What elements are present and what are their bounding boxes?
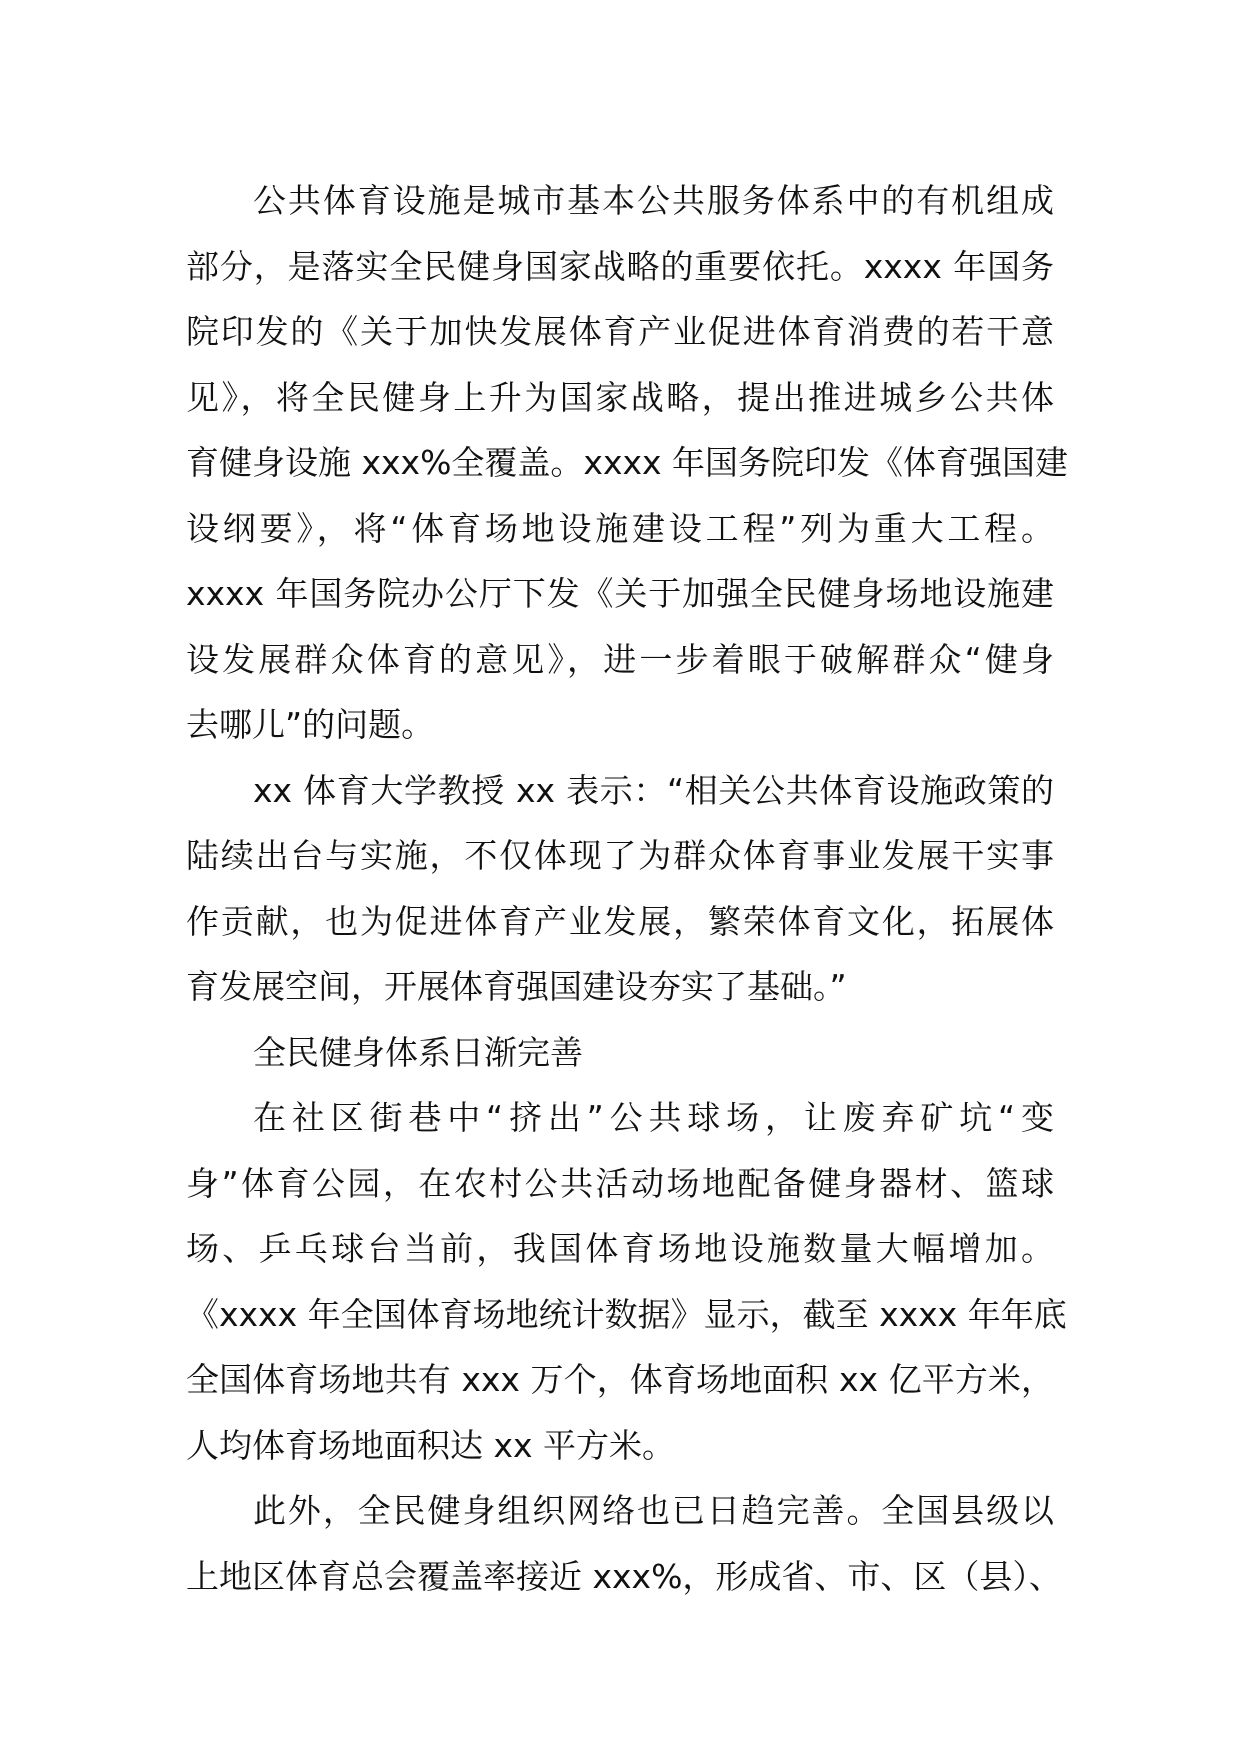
text-line: 公共体育设施是城市基本公共服务体系中的有机组成: [253, 181, 1054, 220]
text-line: 去哪儿”的问题。: [186, 705, 435, 744]
text-line: 人均体育场地面积达 xx 平方米。: [186, 1425, 676, 1465]
text-line: 院印发的《关于加快发展体育产业促进体育消费的若干意: [186, 312, 1054, 351]
text-line: 在社区街巷中“挤出”公共球场，让废弃矿坑“变: [253, 1098, 1054, 1137]
text-line: xx 体育大学教授 xx 表示：“相关公共体育设施政策的: [253, 770, 1054, 810]
text-line: 《xxxx 年全国体育场地统计数据》显示，截至 xxxx 年年底: [186, 1294, 1067, 1334]
text-line: 设纲要》，将“体育场地设施建设工程”列为重大工程。: [186, 508, 1054, 548]
text-line: 部分，是落实全民健身国家战略的重要依托。xxxx 年国务: [186, 246, 1054, 286]
text-line: 陆续出台与实施，不仅体现了为群众体育事业发展干实事: [186, 836, 1054, 875]
text-line: 见》，将全民健身上升为国家战略，提出推进城乡公共体: [186, 377, 1054, 417]
text-line: 育发展空间，开展体育强国建设夯实了基础。”: [186, 967, 847, 1006]
section-heading-text: 全民健身体系日渐完善: [253, 1032, 583, 1072]
text-line: 育健身设施 xxx%全覆盖。xxxx 年国务院印发《体育强国建: [186, 443, 1069, 482]
text-line: 上地区体育总会覆盖率接近 xxx%，形成省、市、区（县）、: [186, 1556, 1062, 1596]
text-line: 场、乒乓球台当前，我国体育场地设施数量大幅增加。: [186, 1229, 1054, 1268]
text-line: 全国体育场地共有 xxx 万个，体育场地面积 xx 亿平方米，: [186, 1360, 1054, 1399]
text-line: 此外，全民健身组织网络也已日趋完善。全国县级以: [253, 1491, 1054, 1530]
paragraph-1: [186, 168, 1069, 758]
text-line: 设发展群众体育的意见》，进一步着眼于破解群众“健身: [186, 639, 1054, 679]
document-body: [186, 168, 1069, 1609]
section-heading: [186, 1020, 1054, 1086]
text-line: 作贡献，也为促进体育产业发展，繁荣体育文化，拓展体: [186, 901, 1054, 941]
text-line: 身”体育公园，在农村公共活动场地配备健身器材、篮球: [186, 1163, 1054, 1203]
paragraph-2: [186, 758, 1054, 1020]
paragraph-4: [186, 1085, 1067, 1478]
paragraph-5: [186, 1478, 1062, 1609]
text-line: xxxx 年国务院办公厅下发《关于加强全民健身场地设施建: [186, 574, 1054, 613]
